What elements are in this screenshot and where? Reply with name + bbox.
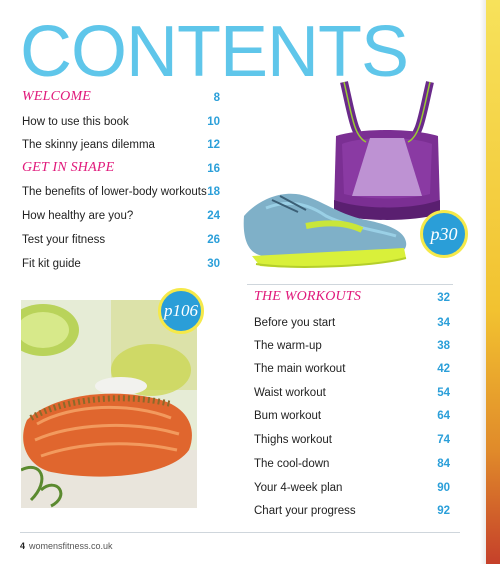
toc-item[interactable] [254, 317, 450, 335]
toc-section-get-in-shape[interactable] [22, 160, 220, 181]
toc-label: Your 4-week plan [254, 482, 343, 494]
toc-label: GET IN SHAPE [22, 160, 115, 175]
toc-page-number: 38 [437, 340, 450, 352]
toc-page-number: 18 [207, 186, 220, 198]
toc-item[interactable] [22, 210, 220, 228]
toc-item[interactable] [22, 234, 220, 252]
toc-label: Waist workout [254, 387, 326, 399]
toc-page-number: 32 [437, 292, 450, 304]
toc-item[interactable] [254, 363, 450, 381]
toc-label: The main workout [254, 363, 346, 375]
page-badge-kit[interactable]: p30 [420, 210, 468, 258]
toc-label: Test your fitness [22, 234, 106, 246]
toc-page-number: 30 [207, 258, 220, 270]
toc-item[interactable] [254, 482, 450, 500]
toc-page-number: 26 [207, 234, 220, 246]
toc-page-number: 92 [437, 505, 450, 517]
toc-page-number: 90 [437, 482, 450, 494]
toc-label: The benefits of lower-body workouts [22, 186, 207, 198]
toc-label: How healthy are you? [22, 210, 134, 222]
toc-item[interactable] [22, 116, 220, 134]
toc-label: Bum workout [254, 410, 322, 422]
toc-page-number: 84 [437, 458, 450, 470]
toc-item[interactable] [254, 458, 450, 476]
toc-label: The warm-up [254, 340, 322, 352]
page-badge-food[interactable]: p106 [158, 288, 204, 334]
page-title: CONTENTS [20, 12, 408, 92]
toc-page-number: 54 [437, 387, 450, 399]
toc-item[interactable] [22, 186, 220, 204]
toc-label: How to use this book [22, 116, 129, 128]
toc-label: Chart your progress [254, 505, 356, 517]
toc-label: Before you start [254, 317, 336, 329]
toc-label: WELCOME [22, 89, 92, 104]
toc-item[interactable] [254, 505, 450, 523]
toc-item[interactable] [254, 410, 450, 428]
section-divider [247, 284, 453, 285]
page-footer [20, 541, 113, 551]
toc-page-number: 74 [437, 434, 450, 446]
toc-page-number: 64 [437, 410, 450, 422]
toc-label: Fit kit guide [22, 258, 81, 270]
toc-label: The skinny jeans dilemma [22, 139, 155, 151]
footer-page-number: 4 [20, 541, 26, 551]
toc-item[interactable] [254, 387, 450, 405]
toc-page-number: 34 [437, 317, 450, 329]
toc-label: Thighs workout [254, 434, 332, 446]
toc-item[interactable] [22, 139, 220, 157]
toc-item[interactable] [254, 434, 450, 452]
toc-item[interactable] [254, 340, 450, 358]
trainer-image [236, 186, 412, 272]
toc-page-number: 16 [207, 163, 220, 175]
toc-page-number: 12 [207, 139, 220, 151]
toc-section-welcome[interactable] [22, 89, 220, 110]
toc-label: The cool-down [254, 458, 330, 470]
toc-page-number: 8 [213, 92, 220, 104]
toc-item[interactable] [22, 258, 220, 276]
footer-divider [20, 532, 460, 533]
toc-page-number: 42 [437, 363, 450, 375]
toc-section-the-workouts[interactable] [254, 289, 450, 310]
toc-label: THE WORKOUTS [254, 289, 362, 304]
page-edge-strip [486, 0, 500, 564]
toc-page-number: 24 [207, 210, 220, 222]
toc-page-number: 10 [207, 116, 220, 128]
footer-site[interactable]: womensfitness.co.uk [29, 541, 113, 551]
